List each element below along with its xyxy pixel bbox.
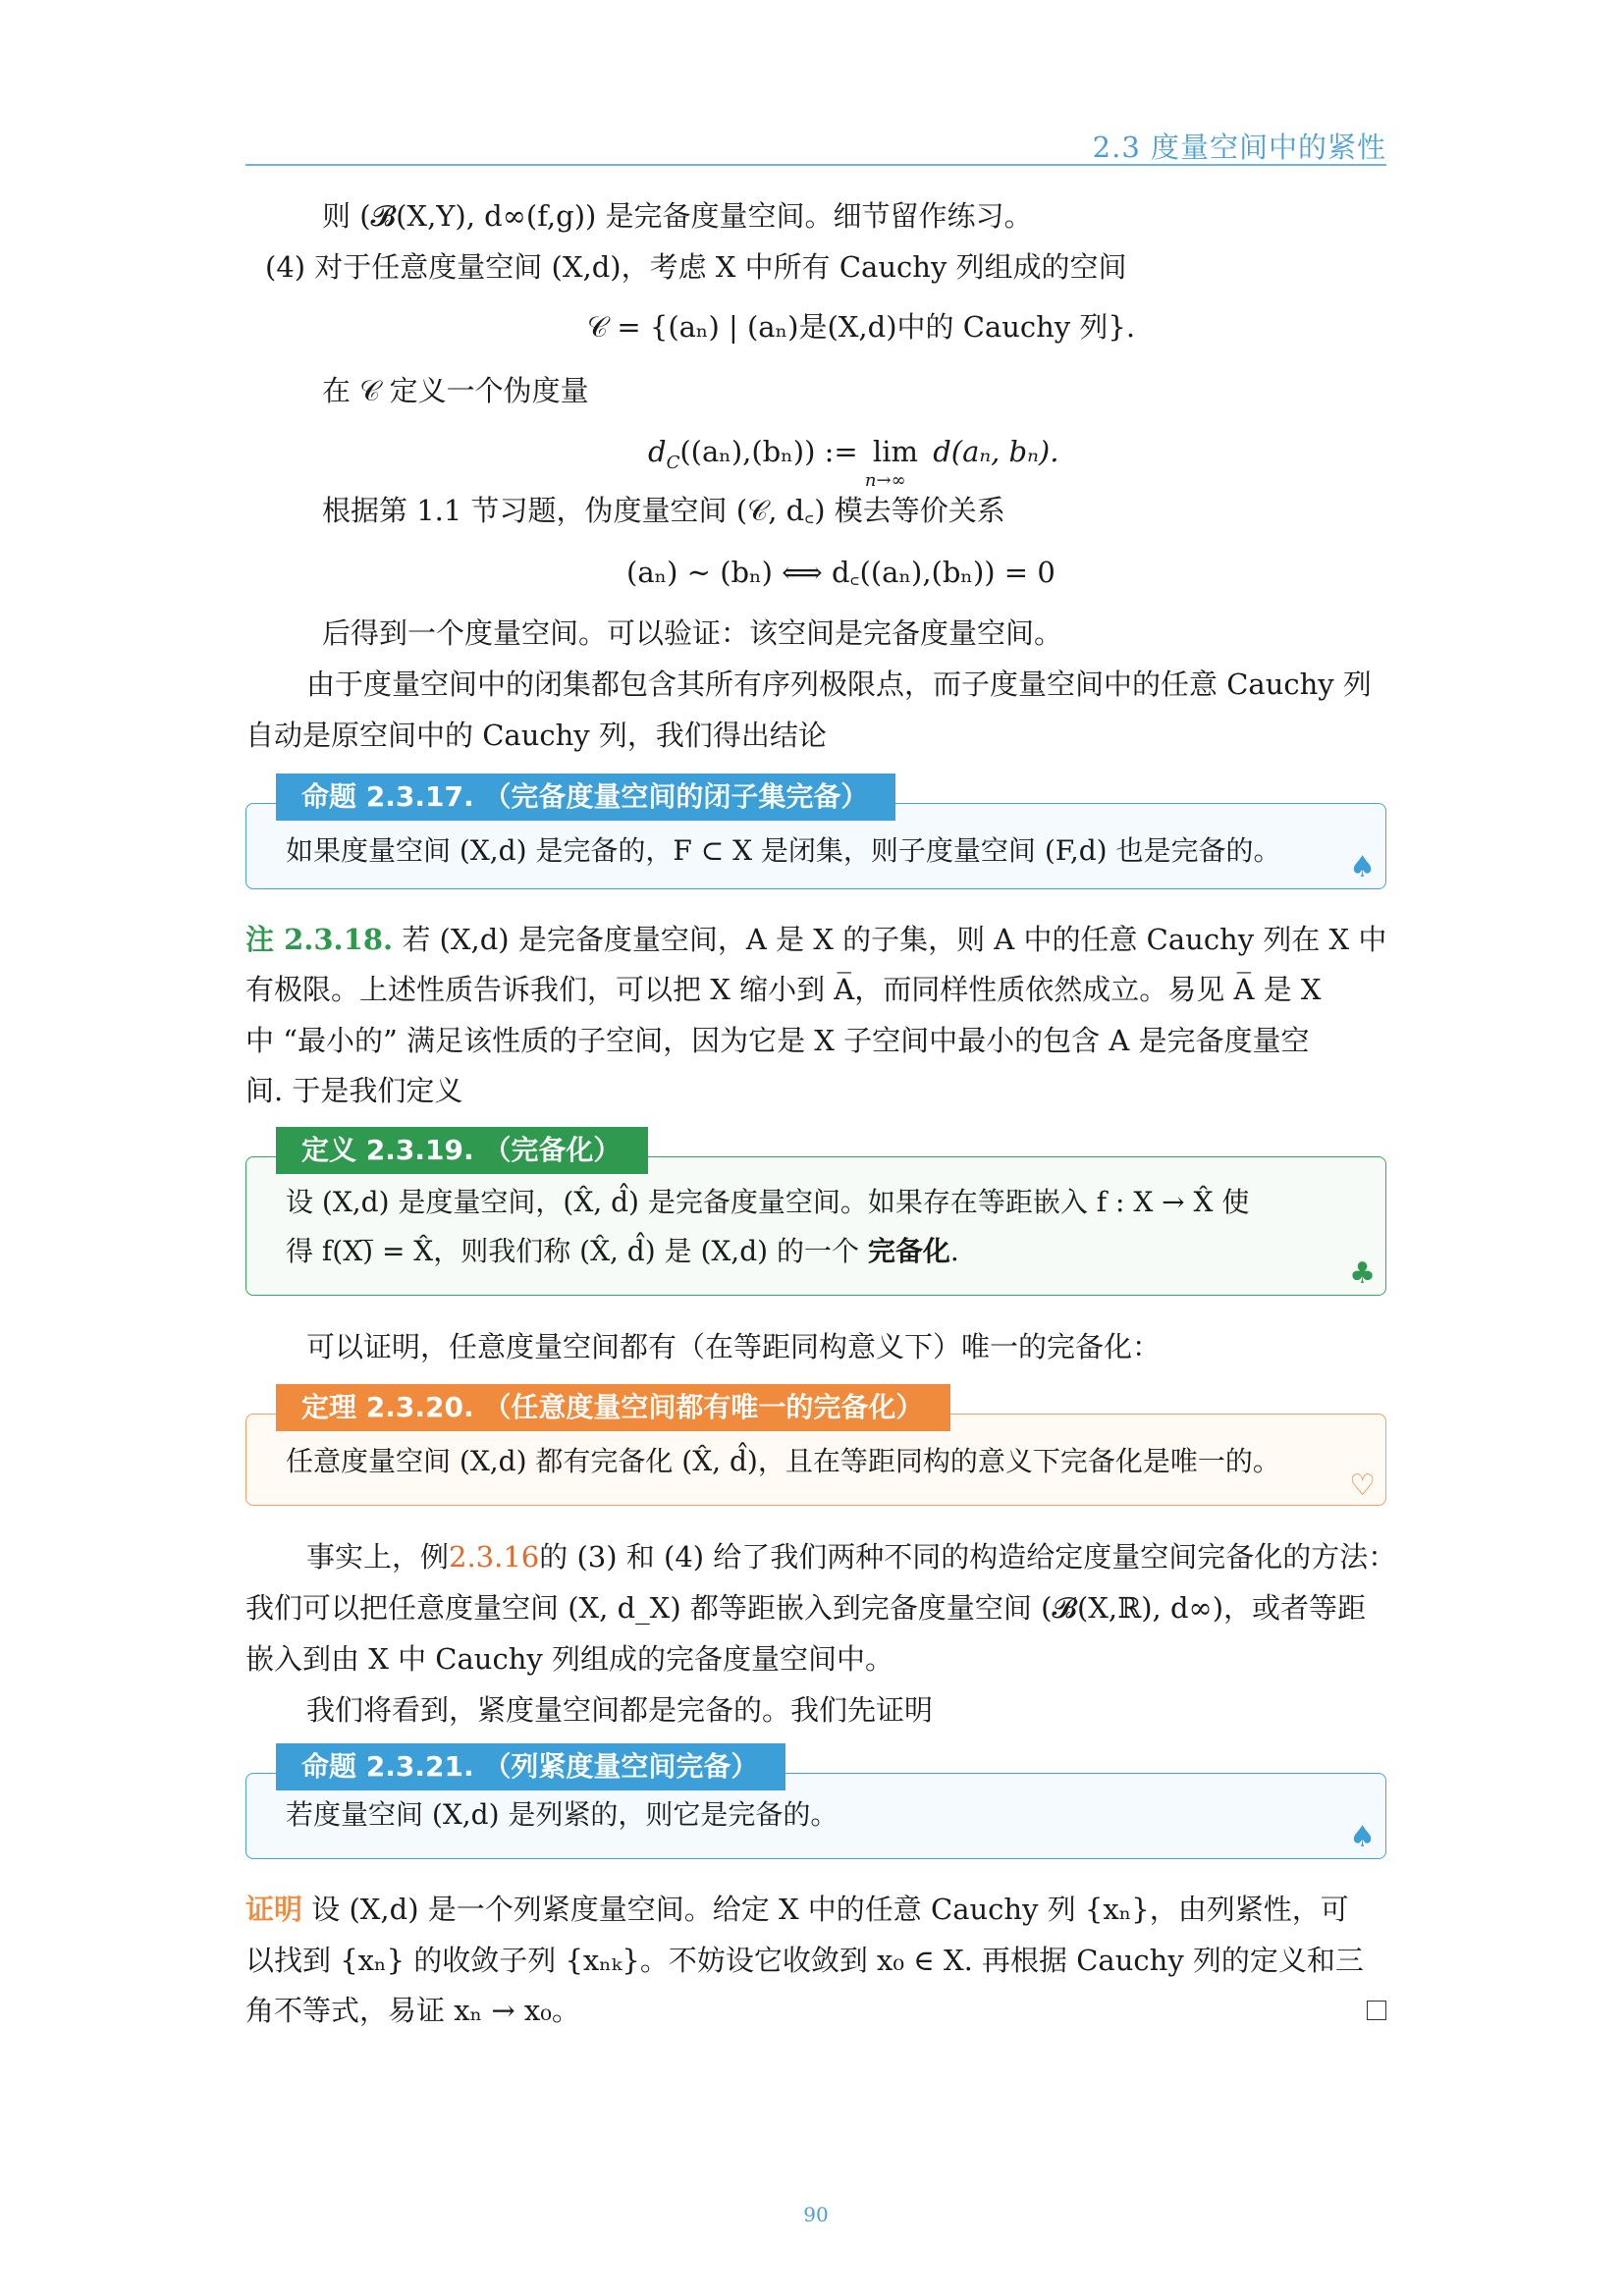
proposition-body: 如果度量空间 (X,d) 是完备的，F ⊂ X 是闭集，则子度量空间 (F,d) 也是完备的。 xyxy=(286,834,1281,867)
remark-label: 注 2.3.18. xyxy=(245,923,394,956)
text-line: 在 𝒞 定义一个伪度量 xyxy=(322,374,589,407)
eq-lim-sub: n→∞ xyxy=(864,470,906,491)
definition-period: . xyxy=(949,1235,959,1267)
display-equation: (aₙ) ∼ (bₙ) ⟺ d꜀((aₙ),(bₙ)) = 0 xyxy=(626,556,1056,589)
remark-line: 有极限。上述性质告诉我们，可以把 X 缩小到 A̅，而同样性质依然成立。易见 A̅ 是 X xyxy=(245,973,1322,1006)
definition-line xyxy=(286,1228,959,1275)
example-link[interactable]: 2.3.16 xyxy=(449,1540,540,1574)
remark-line: 间. 于是我们定义 xyxy=(245,1074,463,1107)
text-line: 自动是原空间中的 Cauchy 列，我们得出结论 xyxy=(245,719,827,752)
theorem-title: 定理 2.3.20. （任意度量空间都有唯一的完备化） xyxy=(276,1384,950,1431)
club-icon: ♣ xyxy=(1349,1256,1376,1291)
text-line: 嵌入到由 X 中 Cauchy 列组成的完备度量空间中。 xyxy=(245,1642,893,1676)
proof-label: 证明 xyxy=(245,1893,303,1926)
eq-sub: C xyxy=(666,452,680,473)
proof-text: 设 (X,d) 是一个列紧度量空间。给定 X 中的任意 Cauchy 列 {xₙ}，由列紧性，可 xyxy=(311,1893,1349,1926)
text-line: 则 (𝓑(X,Y), d∞(f,g)) 是完备度量空间。细节留作练习。 xyxy=(322,199,1033,233)
eq-lim xyxy=(864,432,918,491)
remark-text: 若 (X,d) 是完备度量空间，A 是 X 的子集，则 A 中的任意 Cauchy 列在 X 中 xyxy=(402,923,1387,956)
eq-args: ((aₙ),(bₙ)) := xyxy=(679,435,858,468)
proof-line: 角不等式，易证 xₙ → x₀。 xyxy=(245,1994,580,2027)
eq-lim-word: lim xyxy=(872,435,918,468)
page-number: 90 xyxy=(803,2203,829,2226)
display-equation xyxy=(648,432,1059,491)
spade-icon: ♠ xyxy=(1349,850,1376,884)
definition-text: 得 f(X)̅ = X̂，则我们称 (X̂, d̂) 是 (X,d) 的一个 xyxy=(286,1235,859,1267)
definition-term: 完备化 xyxy=(867,1235,950,1267)
proposition-title: 命题 2.3.17. （完备度量空间的闭子集完备） xyxy=(276,774,895,821)
text-line xyxy=(306,1537,1396,1576)
qed-box-icon xyxy=(1367,2001,1386,2020)
running-head: 2.3 度量空间中的紧性 xyxy=(1092,131,1386,164)
eq-d: d xyxy=(648,435,667,468)
theorem-body: 任意度量空间 (X,d) 都有完备化 (X̂, d̂)，且在等距同构的意义下完备化是唯一的。 xyxy=(286,1445,1280,1477)
display-equation: 𝒞 = {(aₙ) | (aₙ)是(X,d)中的 Cauchy 列}. xyxy=(587,310,1136,344)
proposition-box xyxy=(245,780,1386,889)
text-line: 我们将看到，紧度量空间都是完备的。我们先证明 xyxy=(306,1693,934,1727)
text-line: (4) 对于任意度量空间 (X,d)，考虑 X 中所有 Cauchy 列组成的空间 xyxy=(265,250,1127,284)
proof-line: 以找到 {xₙ} 的收敛子列 {xₙₖ}。不妨设它收敛到 x₀ ∈ X. 再根据 Cauchy 列的定义和三 xyxy=(245,1944,1364,1977)
remark-line: 中 “最小的” 满足该性质的子空间，因为它是 X 子空间中最小的包含 A 是完备度量空 xyxy=(245,1024,1310,1057)
text-line: 可以证明，任意度量空间都有（在等距同构意义下）唯一的完备化： xyxy=(306,1330,1162,1363)
proposition-title: 命题 2.3.21. （列紧度量空间完备） xyxy=(276,1743,785,1790)
definition-title: 定义 2.3.19. （完备化） xyxy=(276,1127,648,1174)
page xyxy=(245,0,1397,2296)
text-line: 后得到一个度量空间。可以验证：该空间是完备度量空间。 xyxy=(322,616,1063,650)
spade-icon: ♠ xyxy=(1349,1820,1376,1854)
proof-line xyxy=(245,1890,1349,1929)
definition-box xyxy=(245,1134,1386,1296)
remark-line xyxy=(245,920,1386,959)
para-text: 的 (3) 和 (4) 给了我们两种不同的构造给定度量空间完备化的方法： xyxy=(539,1540,1397,1574)
text-line: 我们可以把任意度量空间 (X, d_X) 都等距嵌入到完备度量空间 (𝓑(X,ℝ), d∞)，或者等距 xyxy=(245,1591,1367,1625)
proposition-body: 若度量空间 (X,d) 是列紧的，则它是完备的。 xyxy=(286,1798,839,1831)
heart-icon: ♡ xyxy=(1349,1468,1376,1503)
definition-line: 设 (X,d) 是度量空间，(X̂, d̂) 是完备度量空间。如果存在等距嵌入 f : X → X̂ 使 xyxy=(286,1186,1250,1218)
theorem-box xyxy=(245,1391,1386,1506)
eq-rhs: d(aₙ, bₙ). xyxy=(933,435,1059,468)
header-rule xyxy=(245,164,1386,166)
text-line: 根据第 1.1 节习题，伪度量空间 (𝒞, d꜀) 模去等价关系 xyxy=(322,494,1005,527)
para-text: 事实上，例 xyxy=(306,1540,450,1574)
proposition-box xyxy=(245,1750,1386,1859)
text-line: 由于度量空间中的闭集都包含其所有序列极限点，而子度量空间中的任意 Cauchy 列 xyxy=(306,667,1372,701)
